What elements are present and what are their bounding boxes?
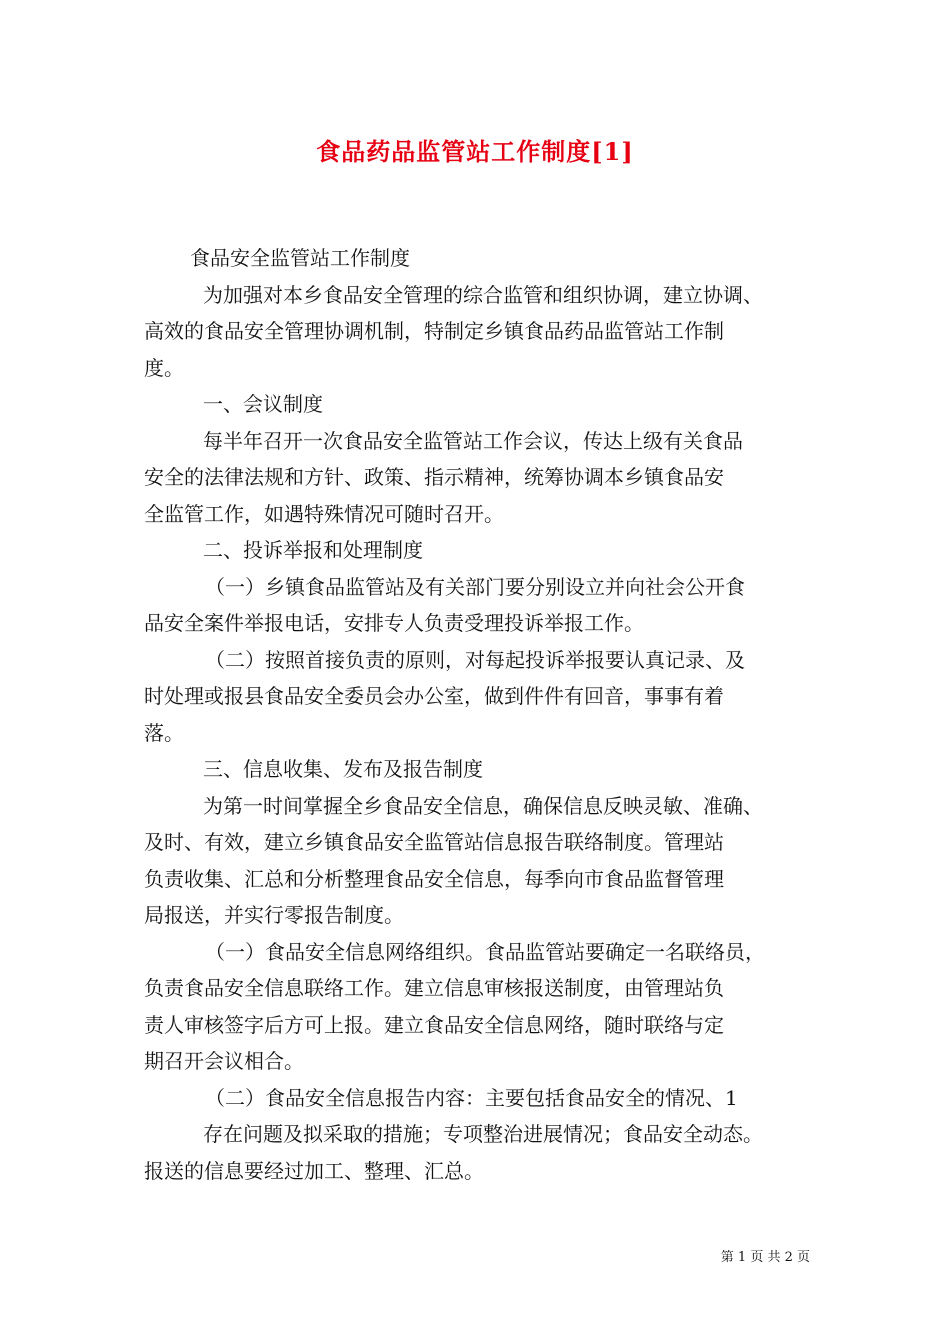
body-line: 品安全案件举报电话，安排专人负责受理投诉举报工作。 xyxy=(144,611,644,635)
body-line: 食品安全监管站工作制度 xyxy=(190,246,410,270)
body-line: 存在问题及拟采取的措施；专项整治进展情况；食品安全动态。 xyxy=(203,1122,763,1146)
body-line: 全监管工作，如遇特殊情况可随时召开。 xyxy=(144,501,504,526)
page-number: 第 1 页 共 2 页 xyxy=(720,1250,810,1265)
document-title: 食品药品监管站工作制度[1] xyxy=(316,137,634,166)
body-line: 落。 xyxy=(144,720,184,745)
body-line: （一）乡镇食品监管站及有关部门要分别设立并向社会公开食 xyxy=(205,574,745,599)
body-line: 负责食品安全信息联络工作。建立信息审核报送制度，由管理站负 xyxy=(144,976,724,1000)
body-line: 一、会议制度 xyxy=(203,392,323,416)
body-line: 安全的法律法规和方针、政策、指示精神，统筹协调本乡镇食品安 xyxy=(144,465,724,489)
body-line: 每半年召开一次食品安全监管站工作会议，传达上级有关食品 xyxy=(203,428,743,453)
body-line: 时处理或报县食品安全委员会办公室，做到件件有回音，事事有着 xyxy=(144,684,724,708)
body-line: （一）食品安全信息网络组织。食品监管站要确定一名联络员， xyxy=(205,939,765,964)
body-line: 高效的食品安全管理协调机制，特制定乡镇食品药品监管站工作制 xyxy=(144,319,724,343)
body-line: 二、投诉举报和处理制度 xyxy=(203,538,423,562)
body-line: 为第一时间掌握全乡食品安全信息，确保信息反映灵敏、准确、 xyxy=(203,793,763,818)
body-line: 报送的信息要经过加工、整理、汇总。 xyxy=(144,1158,484,1183)
document-body xyxy=(144,240,824,1189)
body-line: 期召开会议相合。 xyxy=(144,1049,304,1073)
body-line: 局报送，并实行零报告制度。 xyxy=(144,903,404,927)
body-line: （二）食品安全信息报告内容：主要包括食品安全的情况、1 xyxy=(205,1085,738,1110)
body-line: 为加强对本乡食品安全管理的综合监管和组织协调，建立协调、 xyxy=(203,282,763,307)
body-line: 及时、有效，建立乡镇食品安全监管站信息报告联络制度。管理站 xyxy=(144,830,724,854)
body-line: 度。 xyxy=(144,355,184,380)
body-line: 负责收集、汇总和分析整理食品安全信息，每季向市食品监督管理 xyxy=(144,866,724,891)
body-line: 责人审核签字后方可上报。建立食品安全信息网络，随时联络与定 xyxy=(144,1012,724,1037)
body-line: （二）按照首接负责的原则，对每起投诉举报要认真记录、及 xyxy=(205,647,745,672)
body-line: 三、信息收集、发布及报告制度 xyxy=(203,757,483,781)
